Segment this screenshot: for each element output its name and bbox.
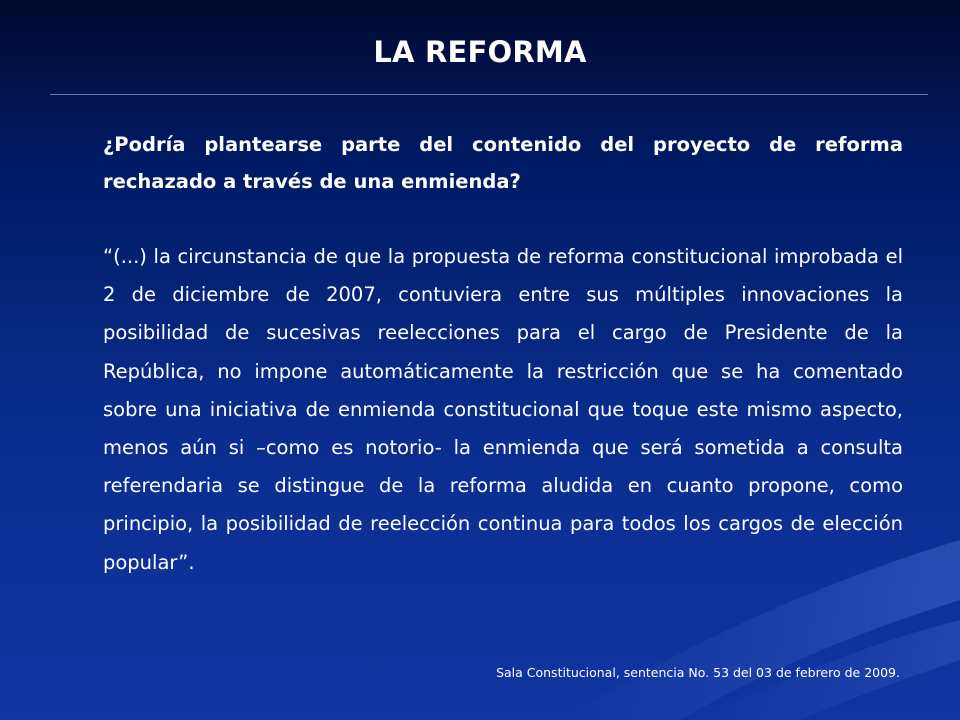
- quote-paragraph: “(...) la circunstancia de que la propuesta de reforma constitucional improbada el 2 de diciembre de 2007, contuviera entre sus múltiples innovaciones la posibilidad de sucesivas reelecciones para el cargo de Presidente de la República, no impone automáticamente la restricción que se ha comentado sobre una iniciativa de enmienda constitucional que toque este mismo aspecto, menos aún si –como es notorio- la enmienda que será sometida a consulta referendaria se distingue de la reforma aludida en cuanto propone, como principio, la posibilidad de reelección continua para todos los cargos de elección popular”.: [103, 245, 903, 574]
- question-text: ¿Podría plantearse parte del contenido del proyecto de reforma rechazado a través de una enmienda?: [103, 133, 903, 193]
- citation-text: Sala Constitucional, sentencia No. 53 del 03 de febrero de 2009.: [496, 665, 900, 680]
- title-divider: [50, 94, 928, 95]
- slide-title: LA REFORMA: [373, 35, 587, 69]
